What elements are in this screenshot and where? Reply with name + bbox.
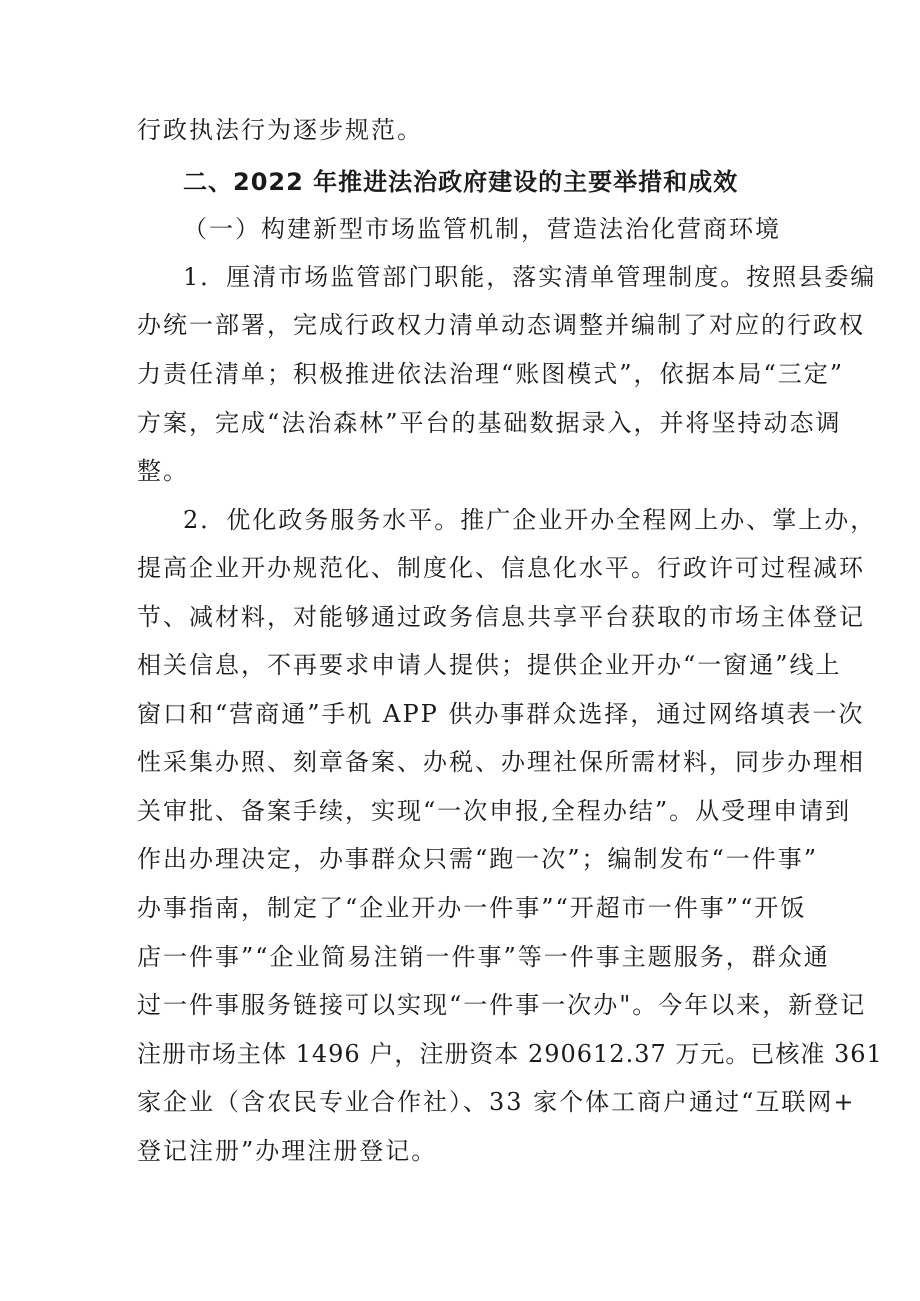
paragraph-2-line: 提高企业开办规范化、制度化、信息化水平。行政许可过程减环 bbox=[137, 554, 865, 582]
paragraph-2-line: 相关信息，不再要求申请人提供；提供企业开办“一窗通”线上 bbox=[137, 651, 842, 679]
paragraph-1-line: 整。 bbox=[137, 457, 189, 485]
paragraph-2-line: 注册市场主体 1496 户，注册资本 290612.37 万元。已核准 361 bbox=[137, 1040, 883, 1068]
paragraph-2-line: 过一件事服务链接可以实现“一件事一次办"。今年以来，新登记 bbox=[137, 991, 867, 1019]
paragraph-2-line: 店一件事”“企业简易注销一件事”等一件事主题服务，群众通 bbox=[137, 943, 830, 971]
paragraph-2-line: 登记注册”办理注册登记。 bbox=[137, 1137, 438, 1165]
paragraph-2-line: 窗口和“营商通”手机 APP 供办事群众选择，通过网络填表一次 bbox=[137, 700, 865, 728]
paragraph-2-line: 性采集办照、刻章备案、办税、办理社保所需材料，同步办理相 bbox=[137, 748, 865, 776]
paragraph-1-line: 1．厘清市场监管部门职能，落实清单管理制度。按照县委编 bbox=[183, 263, 877, 291]
paragraph-1-line: 力责任清单；积极推进依法治理“账图模式”，依据本局“三定” bbox=[137, 360, 845, 388]
paragraph-1-line: 办统一部署，完成行政权力清单动态调整并编制了对应的行政权 bbox=[137, 311, 865, 339]
paragraph-1-line: 方案，完成“法治森林”平台的基础数据录入，并将坚持动态调 bbox=[137, 409, 842, 437]
paragraph-2-line: 家企业（含农民专业合作社）、33 家个体工商户通过“互联网+ bbox=[137, 1088, 856, 1116]
paragraph-2-line: 办事指南，制定了“企业开办一件事”“开超市一件事”“开饭 bbox=[137, 894, 807, 922]
paragraph-2-line: 关审批、备案手续，实现“一次申报,全程办结”。从受理申请到 bbox=[137, 797, 852, 825]
paragraph-2-line: 2．优化政务服务水平。推广企业开办全程网上办、掌上办， bbox=[183, 506, 877, 534]
paragraph-2-line: 作出办理决定，办事群众只需“跑一次”；编制发布“一件事” bbox=[137, 845, 819, 873]
section-heading: 二、2022 年推进法治政府建设的主要举措和成效 bbox=[183, 168, 739, 196]
paragraph-2-line: 节、减材料，对能够通过政务信息共享平台获取的市场主体登记 bbox=[137, 603, 865, 631]
text-line: 行政执法行为逐步规范。 bbox=[137, 116, 423, 144]
subsection-heading: （一）构建新型市场监管机制，营造法治化营商环境 bbox=[183, 215, 781, 243]
